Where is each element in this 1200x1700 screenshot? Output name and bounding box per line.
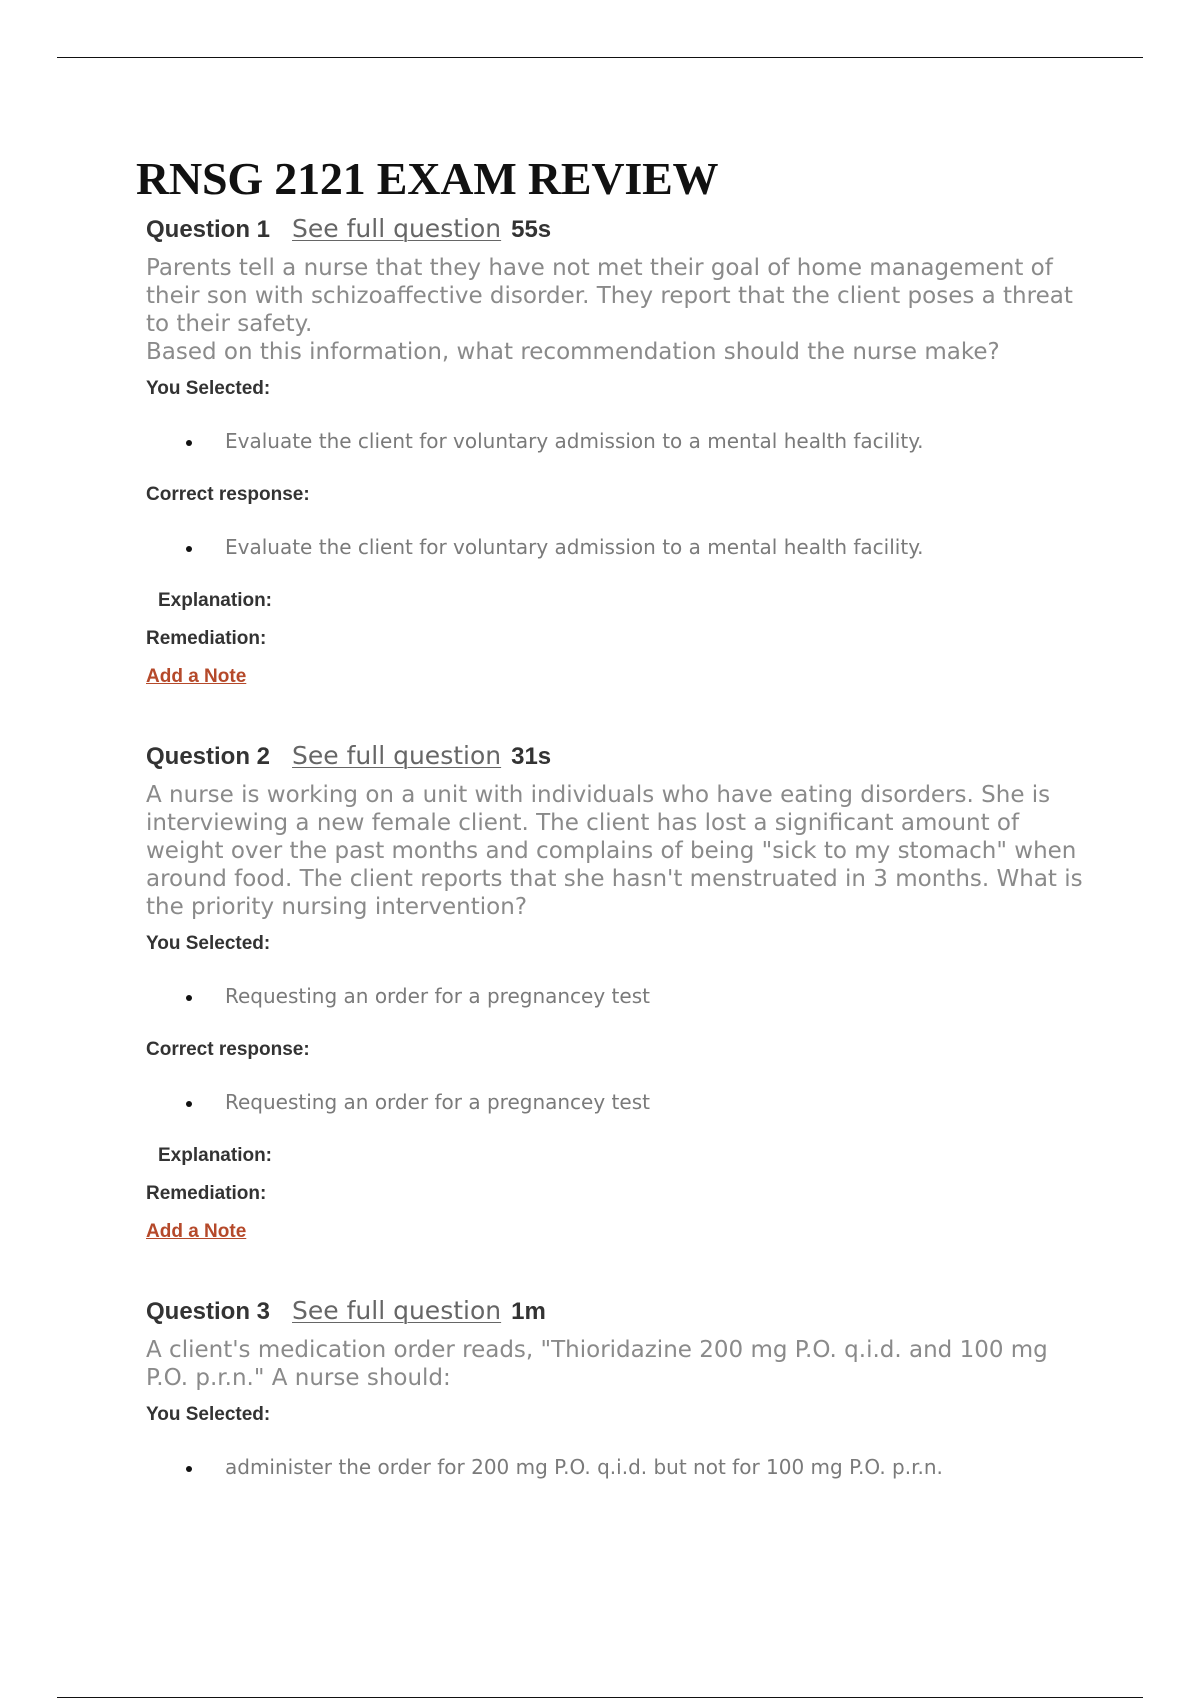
selected-answer-text: administer the order for 200 mg P.O. q.i.d. but not for 100 mg P.O. p.r.n. bbox=[225, 1455, 943, 1479]
see-full-question-link[interactable]: See full question bbox=[292, 214, 502, 243]
question-text-line: Parents tell a nurse that they have not met their goal of home management of their son with schizoaffective disorder. They report that the client poses a threat to their safety. bbox=[146, 255, 1073, 337]
selected-answer-list bbox=[146, 1454, 1086, 1480]
add-note-link[interactable]: Add a Note bbox=[146, 1221, 247, 1242]
bullet-icon bbox=[186, 1466, 192, 1472]
selected-answer-text: Evaluate the client for voluntary admission to a mental health facility. bbox=[225, 429, 924, 453]
question-text bbox=[146, 1336, 1086, 1392]
selected-answer bbox=[146, 428, 1086, 454]
correct-answer bbox=[146, 1089, 1086, 1115]
selected-answer-list bbox=[146, 983, 1086, 1009]
question-number: Question 1 bbox=[146, 216, 271, 243]
correct-answer-text: Requesting an order for a pregnancey test bbox=[225, 1090, 650, 1114]
bottom-rule bbox=[57, 1697, 1143, 1698]
question-time: 55s bbox=[511, 216, 552, 243]
see-full-question-link[interactable]: See full question bbox=[292, 741, 502, 770]
bullet-icon bbox=[186, 546, 192, 552]
you-selected-label: You Selected: bbox=[146, 933, 271, 954]
remediation-label: Remediation: bbox=[146, 628, 267, 649]
explanation-label: Explanation: bbox=[158, 1145, 273, 1166]
selected-answer-list bbox=[146, 428, 1086, 454]
explanation-label: Explanation: bbox=[158, 590, 273, 611]
question-block-1 bbox=[146, 214, 1086, 688]
correct-answer bbox=[146, 534, 1086, 560]
top-rule bbox=[57, 57, 1143, 58]
correct-answer-list bbox=[146, 1089, 1086, 1115]
question-header bbox=[146, 1296, 1086, 1332]
correct-response-label: Correct response: bbox=[146, 484, 310, 505]
correct-response-label: Correct response: bbox=[146, 1039, 310, 1060]
selected-answer-text: Requesting an order for a pregnancey test bbox=[225, 984, 650, 1008]
add-note-link[interactable]: Add a Note bbox=[146, 666, 247, 687]
question-text-line: A client's medication order reads, "Thioridazine 200 mg P.O. q.i.d. and 100 mg P.O. p.r.n." A nurse should: bbox=[146, 1337, 1048, 1391]
you-selected-label: You Selected: bbox=[146, 378, 271, 399]
question-block-3 bbox=[146, 1296, 1086, 1480]
question-text-line: A nurse is working on a unit with individuals who have eating disorders. She is interviewing a new female client. The client has lost a significant amount of weight over the past months and complains of being "sick to my stomach" when around food. The client reports that she hasn't menstruated in 3 months. What is the priority nursing intervention? bbox=[146, 782, 1083, 920]
question-time: 1m bbox=[511, 1298, 546, 1325]
you-selected-label: You Selected: bbox=[146, 1404, 271, 1425]
correct-answer-list bbox=[146, 534, 1086, 560]
question-header bbox=[146, 741, 1086, 777]
remediation-label: Remediation: bbox=[146, 1183, 267, 1204]
question-text bbox=[146, 254, 1086, 366]
question-text bbox=[146, 781, 1086, 921]
correct-answer-text: Evaluate the client for voluntary admission to a mental health facility. bbox=[225, 535, 924, 559]
question-text-line: Based on this information, what recommendation should the nurse make? bbox=[146, 339, 1000, 365]
selected-answer bbox=[146, 1454, 1086, 1480]
see-full-question-link[interactable]: See full question bbox=[292, 1296, 502, 1325]
selected-answer bbox=[146, 983, 1086, 1009]
bullet-icon bbox=[186, 995, 192, 1001]
document-title: RNSG 2121 EXAM REVIEW bbox=[136, 153, 719, 204]
question-number: Question 2 bbox=[146, 743, 271, 770]
question-header bbox=[146, 214, 1086, 250]
question-time: 31s bbox=[511, 743, 552, 770]
bullet-icon bbox=[186, 1101, 192, 1107]
question-number: Question 3 bbox=[146, 1298, 271, 1325]
question-block-2 bbox=[146, 741, 1086, 1243]
bullet-icon bbox=[186, 440, 192, 446]
